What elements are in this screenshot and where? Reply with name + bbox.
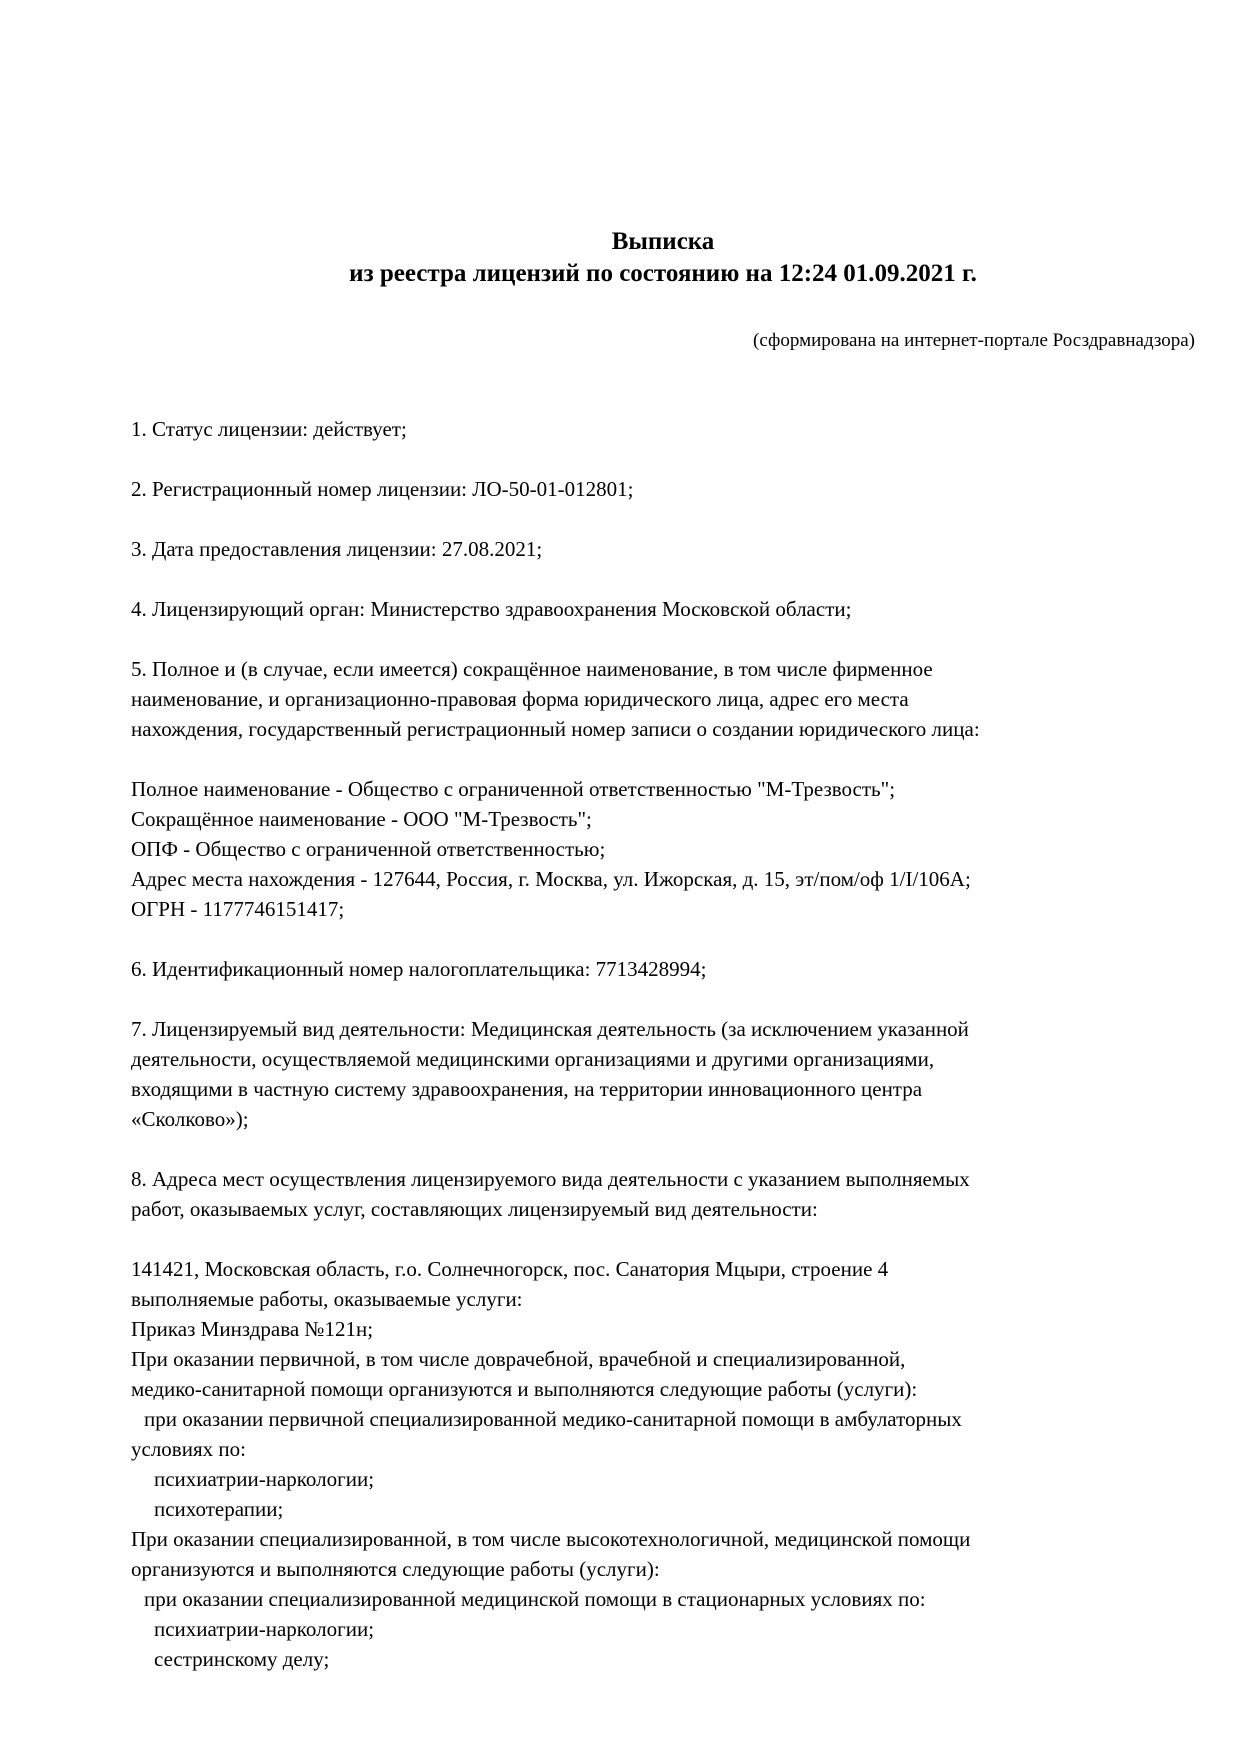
activity-addresses-heading-line: 8. Адреса мест осуществления лицензируемого вида деятельности с указанием выполняемых: [131, 1167, 970, 1191]
ogrn-line: ОГРН - 1177746151417;: [131, 897, 345, 921]
primary-care-line: медико-санитарной помощи организуются и выполняются следующие работы (услуги):: [131, 1377, 918, 1401]
license-status-line: 1. Статус лицензии: действует;: [131, 417, 407, 441]
activity-type-line: входящими в частную систему здравоохранения, на территории инновационного центра: [131, 1077, 923, 1101]
legal-address-line: Адрес места нахождения - 127644, Россия, г. Москва, ул. Ижорская, д. 15, эт/пом/оф 1/I/106А;: [131, 867, 971, 891]
activity-type-line: «Сколково»);: [131, 1107, 249, 1131]
grant-date-line: 3. Дата предоставления лицензии: 27.08.2021;: [131, 537, 543, 561]
service-item-line: психиатрии-наркологии;: [154, 1617, 375, 1641]
activity-address-line: 141421, Московская область, г.о. Солнечногорск, пос. Санатория Мцыри, строение 4: [131, 1257, 889, 1281]
service-item-line: психиатрии-наркологии;: [154, 1467, 375, 1491]
opf-line: ОПФ - Общество с ограниченной ответственностью;: [131, 837, 606, 861]
works-services-heading-line: выполняемые работы, оказываемые услуги:: [131, 1287, 523, 1311]
activity-type-line: деятельности, осуществляемой медицинскими организациями и другими организациями,: [131, 1047, 935, 1071]
licensing-authority-line: 4. Лицензирующий орган: Министерство здравоохранения Московской области;: [131, 597, 852, 621]
document-body: [131, 414, 1195, 1674]
service-item-line: сестринскому делу;: [154, 1647, 330, 1671]
document-title: Выписка: [611, 228, 715, 255]
primary-care-line: При оказании первичной, в том числе доврачебной, врачебной и специализированной,: [131, 1347, 906, 1371]
outpatient-care-line: при оказании первичной специализированной медико-санитарной помощи в амбулаторных: [144, 1407, 962, 1431]
short-name-line: Сокращённое наименование - ООО "М-Трезвость";: [131, 807, 592, 831]
full-name-line: Полное наименование - Общество с ограниченной ответственностью "М-Трезвость";: [131, 777, 896, 801]
formation-note: (сформирована на интернет-портале Росздравнадзора): [753, 330, 1195, 351]
org-info-heading-line: нахождения, государственный регистрационный номер записи о создании юридического лица:: [131, 717, 980, 741]
org-info-heading-line: 5. Полное и (в случае, если имеется) сокращённое наименование, в том числе фирменное: [131, 657, 933, 681]
registration-number-line: 2. Регистрационный номер лицензии: ЛО-50-01-012801;: [131, 477, 634, 501]
inpatient-care-line: при оказании специализированной медицинской помощи в стационарных условиях по:: [144, 1587, 926, 1611]
specialized-care-line: организуются и выполняются следующие работы (услуги):: [131, 1557, 660, 1581]
activity-type-line: 7. Лицензируемый вид деятельности: Медицинская деятельность (за исключением указанной: [131, 1017, 969, 1041]
specialized-care-line: При оказании специализированной, в том числе высокотехнологичной, медицинской помощи: [131, 1527, 971, 1551]
inn-line: 6. Идентификационный номер налогоплательщика: 7713428994;: [131, 957, 707, 981]
ministry-order-line: Приказ Минздрава №121н;: [131, 1317, 374, 1341]
org-info-heading-line: наименование, и организационно-правовая форма юридического лица, адрес его места: [131, 687, 909, 711]
service-item-line: психотерапии;: [154, 1497, 284, 1521]
outpatient-care-line: условиях по:: [131, 1437, 246, 1461]
activity-addresses-heading-line: работ, оказываемых услуг, составляющих лицензируемый вид деятельности:: [131, 1197, 818, 1221]
document-subtitle: из реестра лицензий по состоянию на 12:24 01.09.2021 г.: [349, 260, 977, 287]
